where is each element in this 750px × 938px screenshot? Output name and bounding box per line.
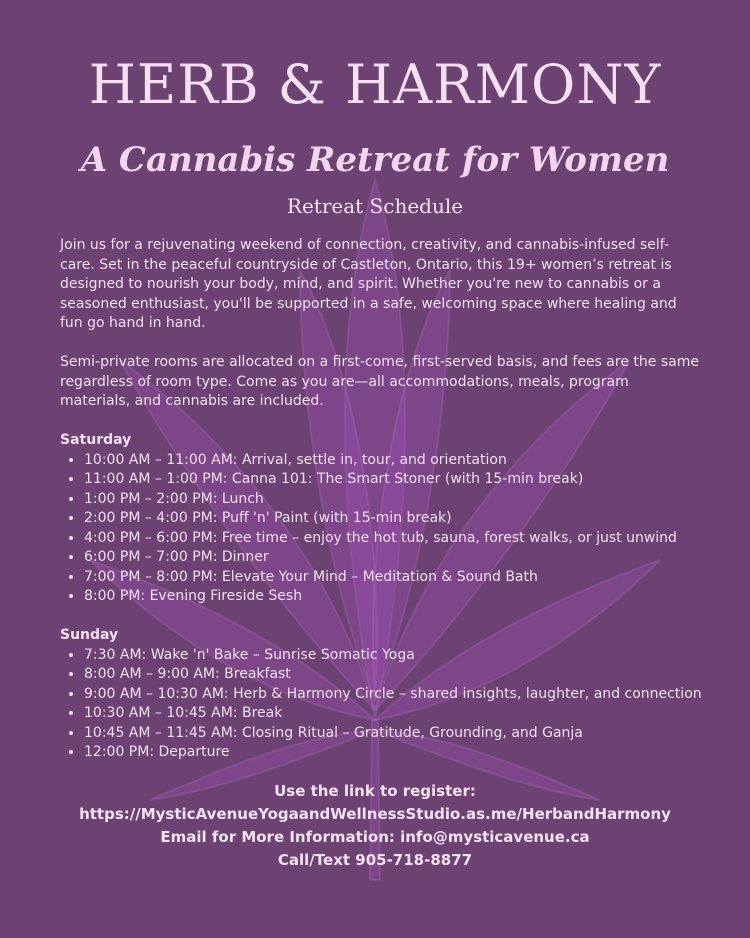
description-and-schedule bbox=[60, 236, 700, 782]
schedule-heading: Retreat Schedule bbox=[286, 194, 464, 218]
schedule-item: • 10:45 AM – 11:45 AM: Closing Ritual – Gratitude, Grounding, and Ganja bbox=[84, 724, 700, 744]
schedule-item: • 4:00 PM – 6:00 PM: Free time – enjoy the hot tub, sauna, forest walks, or just unwind bbox=[84, 529, 700, 549]
schedule-item: • 8:00 AM – 9:00 AM: Breakfast bbox=[84, 665, 700, 685]
schedule-item: • 10:30 AM – 10:45 AM: Break bbox=[84, 704, 700, 724]
sunday-schedule-list bbox=[60, 646, 700, 763]
saturday-schedule-list bbox=[60, 451, 700, 607]
schedule-item: • 12:00 PM: Departure bbox=[84, 743, 700, 763]
email-contact[interactable]: Email for More Information: info@mysticavenue.ca bbox=[160, 828, 590, 846]
retreat-subtitle: A Cannabis Retreat for Women bbox=[80, 140, 670, 180]
schedule-item: • 10:00 AM – 11:00 AM: Arrival, settle in, tour, and orientation bbox=[84, 451, 700, 471]
registration-block bbox=[0, 780, 750, 872]
schedule-item: • 1:00 PM – 2:00 PM: Lunch bbox=[84, 490, 700, 510]
schedule-item: • 2:00 PM – 4:00 PM: Puff 'n' Paint (with 15-min break) bbox=[84, 509, 700, 529]
phone-contact[interactable]: Call/Text 905-718-8877 bbox=[277, 851, 473, 869]
schedule-item: • 11:00 AM – 1:00 PM: Canna 101: The Smart Stoner (with 15-min break) bbox=[84, 470, 700, 490]
day-heading-saturday: Saturday bbox=[60, 432, 132, 448]
registration-link[interactable]: https://MysticAvenueYogaandWellnessStudio.as.me/HerbandHarmony bbox=[79, 805, 671, 823]
schedule-item: • 7:30 AM: Wake 'n' Bake – Sunrise Somatic Yoga bbox=[84, 646, 700, 666]
schedule-item: • 6:00 PM – 7:00 PM: Dinner bbox=[84, 548, 700, 568]
intro-paragraph: Join us for a rejuvenating weekend of connection, creativity, and cannabis-infused self-care. Set in the peaceful countryside of Castleton, Ontario, this 19+ women’s retreat is designed to nourish your body, mind, and spirit. Whether you're new to cannabis or a seasoned enthusiast, you'll be supported in a safe, welcoming space where healing and fun go hand in hand. bbox=[60, 237, 677, 331]
rooms-paragraph: Semi-private rooms are allocated on a first-come, first-served basis, and fees are the same regardless of room type. Come as you are—all accommodations, meals, program materials, and cannabis are included. bbox=[60, 354, 699, 409]
schedule-item: • 8:00 PM: Evening Fireside Sesh bbox=[84, 587, 700, 607]
register-prompt: Use the link to register: bbox=[274, 782, 476, 800]
schedule-item: • 7:00 PM – 8:00 PM: Elevate Your Mind – Meditation & Sound Bath bbox=[84, 568, 700, 588]
retreat-title: HERB & HARMONY bbox=[88, 53, 662, 116]
schedule-item: • 9:00 AM – 10:30 AM: Herb & Harmony Circle – shared insights, laughter, and connection bbox=[84, 685, 700, 705]
day-heading-sunday: Sunday bbox=[60, 627, 119, 643]
